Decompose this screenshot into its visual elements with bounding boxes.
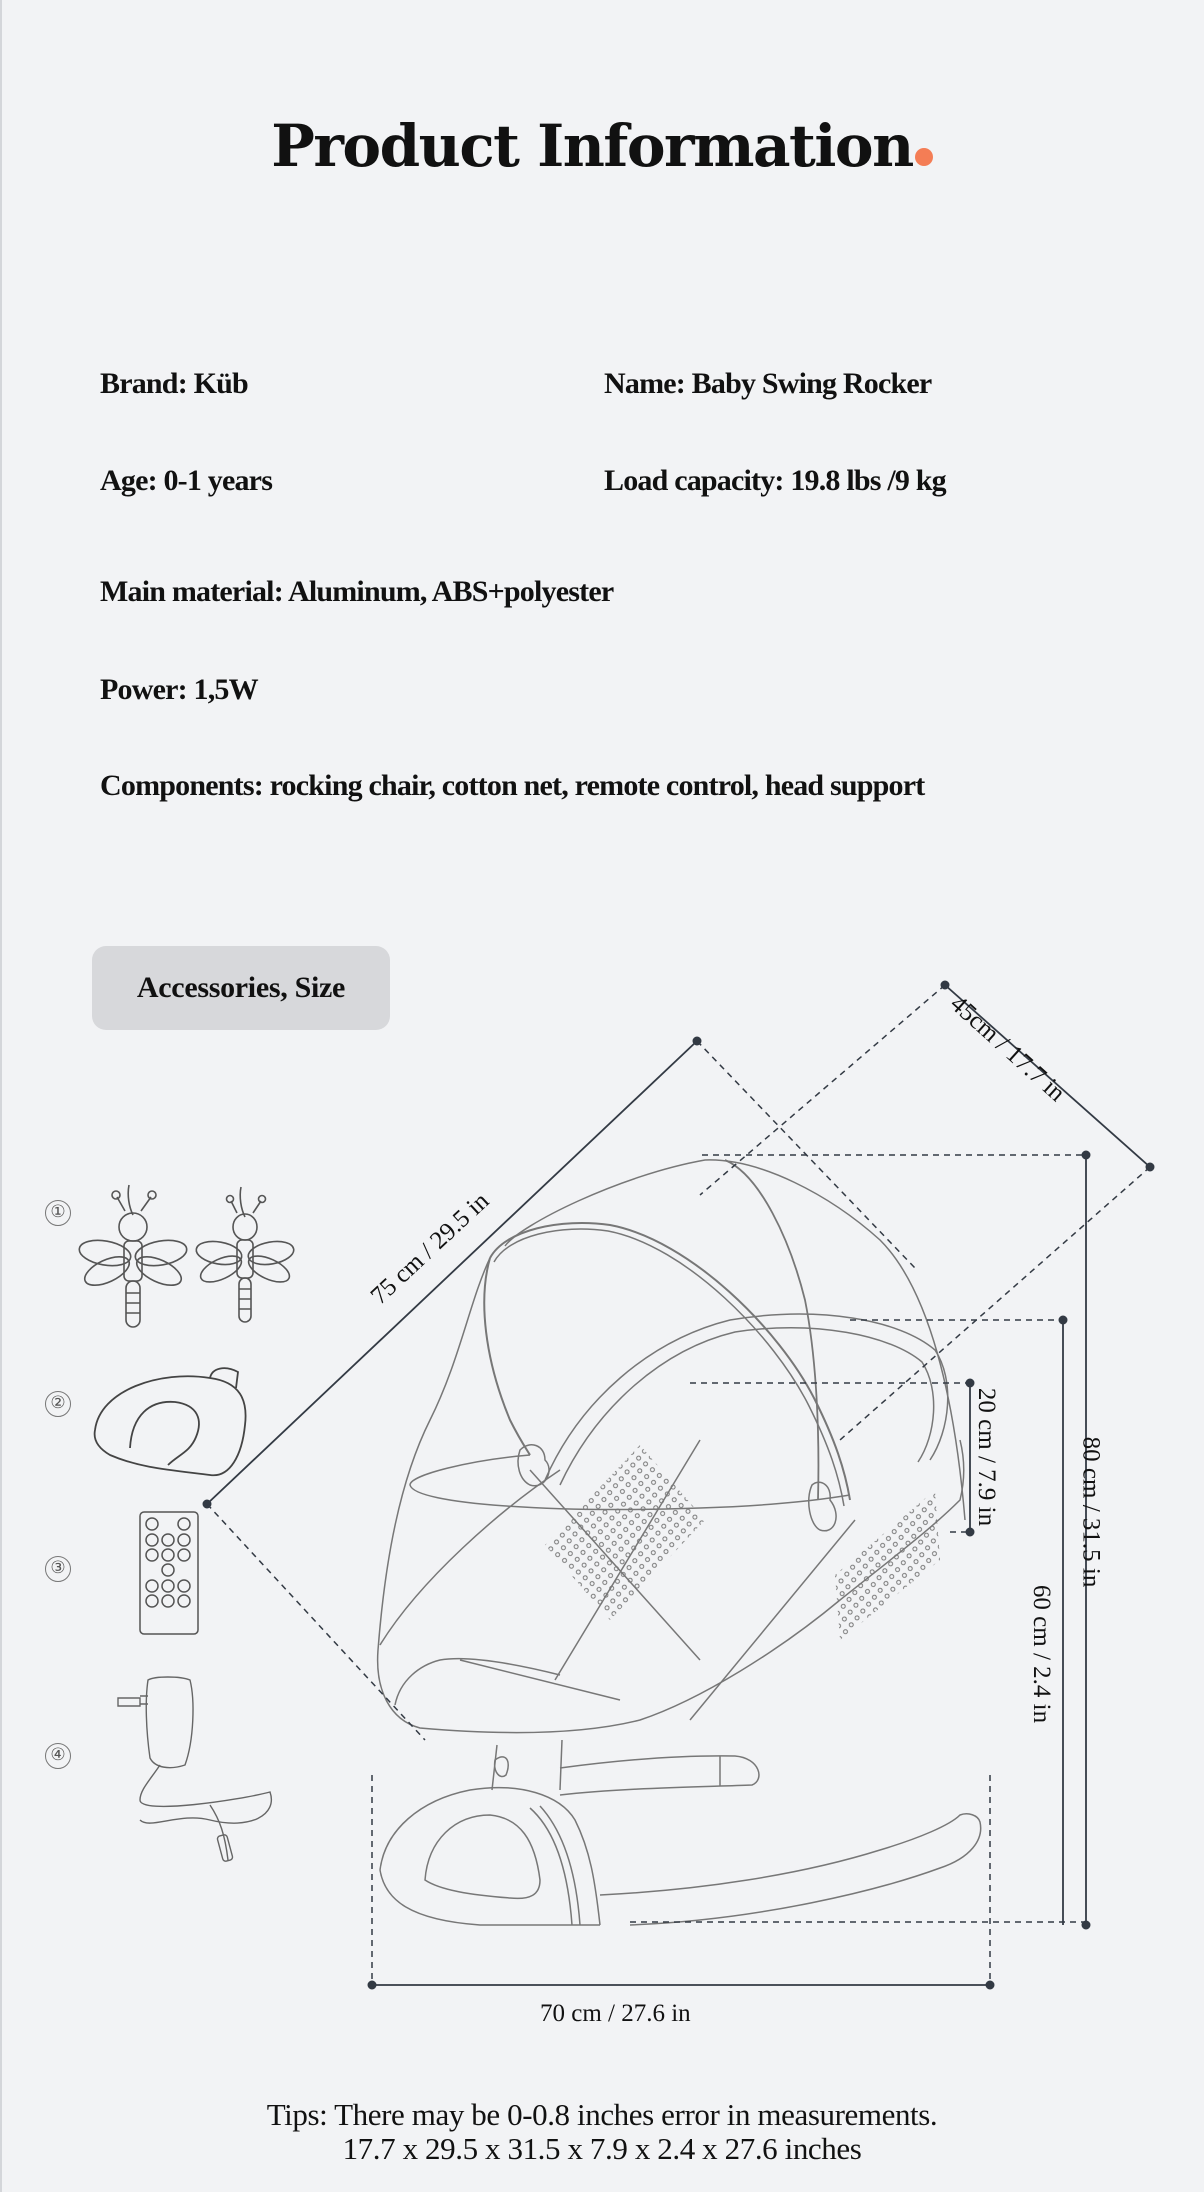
page-title-text: Product Information [271, 112, 913, 180]
spec-components: Components: rocking chair, cotton net, remote control, head support [100, 769, 925, 802]
head-support-pillow-icon [95, 1368, 246, 1475]
spec-brand: Brand: Küb [100, 367, 248, 400]
spec-material: Main material: Aluminum, ABS+polyester [100, 575, 614, 608]
accessory-number-4: ④ [45, 1743, 71, 1769]
spec-load-capacity: Load capacity: 19.8 lbs /9 kg [604, 464, 946, 497]
baby-swing-drawing [378, 1160, 981, 1925]
accessory-number-3: ③ [45, 1556, 71, 1582]
tips-note [0, 2098, 1204, 2166]
dimension-depth-label: 45cm / 17.7 in [944, 990, 1071, 1107]
dragonfly-toy-icon [77, 1185, 295, 1327]
remote-control-icon [140, 1512, 198, 1634]
dimension-width-label: 70 cm / 27.6 in [540, 2000, 691, 2027]
dimension-canopy-gap-label: 20 cm / 7.9 in [973, 1387, 1001, 1527]
dimension-height-seat-label: 60 cm / 2.4 in [1028, 1584, 1056, 1724]
spec-age: Age: 0-1 years [100, 464, 273, 497]
dimension-diagonal-label: 75 cm / 29.5 in [365, 1187, 495, 1310]
tips-line-2: 17.7 x 29.5 x 31.5 x 7.9 x 2.4 x 27.6 inches [342, 2131, 862, 2166]
dimension-lines [203, 981, 1154, 1989]
tips-line-1: Tips: There may be 0-0.8 inches error in measurements. [266, 2097, 938, 2132]
accessory-number-1: ① [45, 1200, 71, 1226]
spec-name: Name: Baby Swing Rocker [604, 367, 932, 400]
power-adapter-icon [118, 1677, 271, 1862]
dimension-height-total-label: 80 cm / 31.5 in [1077, 1436, 1105, 1588]
accessory-number-2: ② [45, 1391, 71, 1417]
spec-power: Power: 1,5W [100, 673, 258, 706]
chip-label: Accessories, Size [136, 971, 346, 1004]
